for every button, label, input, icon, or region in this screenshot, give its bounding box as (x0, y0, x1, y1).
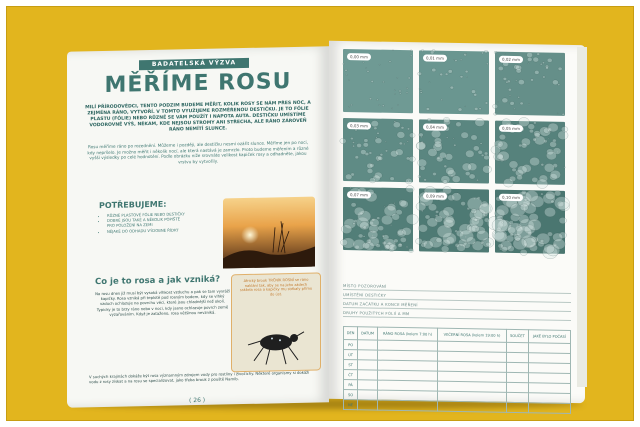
day-cell: SO (344, 390, 358, 400)
table-cell[interactable] (528, 403, 570, 414)
dew-explanation-paragraph: Na rosu dnes již musí být vysoká vlhkost vzduchu a pak se tam vysráží kapičky. Rosa vzniká při teplotě pod rosným bodem, kdy se vlhký vzduch ochlazuje na povrchu věcí, které jsou chladnější než okolí. Typicky je to brzy ráno nebo v noci, kdy jasno ochlazuje povrch země vyzařováním. Když je zataženo, rosa většinou nevzniká. (95, 288, 230, 317)
beetle-icon (232, 273, 320, 371)
open-book (67, 37, 587, 409)
drop-sample (495, 190, 565, 254)
drop-sample (343, 118, 413, 182)
table-header: RÁNO ROSA (kolem 7:00 h) (378, 327, 438, 341)
day-cell: ČT (344, 370, 358, 380)
table-cell[interactable] (506, 392, 528, 402)
needs-item: • NĚJAKÉ DO ODHADU VÝDOBNÉ ŘÍDKÝ (107, 227, 189, 234)
drop-sample (343, 49, 413, 113)
drop-label: 0,02 mm (499, 56, 523, 63)
page-edge (577, 47, 587, 387)
drop-label: 0,07 mm (347, 191, 371, 198)
table-cell[interactable] (506, 352, 528, 362)
table-cell[interactable] (506, 402, 528, 412)
needs-heading: POTŘEBUJEME: (99, 199, 167, 211)
drop-sample (343, 187, 413, 251)
form-label: DATUM ZAČÁTKU A KONCE MĚŘENÍ (343, 301, 418, 308)
measurement-form (343, 283, 571, 407)
form-label: MÍSTO POZOROVÁNÍ (343, 283, 387, 289)
dew-log-table (343, 326, 571, 414)
table-cell[interactable] (506, 342, 528, 352)
needs-box (99, 199, 189, 234)
drop-sample (495, 121, 565, 185)
drop-sample (419, 50, 489, 114)
day-cell: NE (344, 400, 358, 410)
drop-sample (495, 52, 565, 116)
day-cell: ST (344, 360, 358, 370)
day-cell: PÁ (344, 380, 358, 390)
drop-sample (419, 188, 489, 252)
table-cell[interactable] (358, 350, 378, 360)
needs-item: • DOBRÉ JSOU TAKÉ A NĚKOLIK POPIŠTĚ PRO POLOŽENÍ NA ZEMI (107, 216, 189, 228)
page-number: ( 26 ) (189, 396, 206, 405)
desert-paragraph: V suchých krajinách dokáže být rosa významným zdrojem vody pro rostliny i živočichy. Některé organismy si dokáží vodu z rosy získat a na rosu se specializovat, jako třeba brouk z pouště Namib. (89, 369, 310, 385)
table-header: VEČERNÍ ROSA (kolem 19:00 h) (438, 328, 507, 342)
beetle-illustration-box (231, 272, 321, 372)
table-cell[interactable] (358, 370, 378, 380)
drop-label: 0,00 mm (347, 53, 371, 60)
drop-label: 0,04 mm (423, 123, 447, 130)
form-label: DRUHY POUŽITÝCH FÓLIÍ A MM (343, 310, 410, 317)
table-header: DATUM (358, 327, 378, 340)
table-cell[interactable] (358, 360, 378, 370)
table-cell[interactable] (506, 362, 528, 372)
table-header: DEN (344, 327, 358, 340)
drop-label: 0,01 mm (423, 54, 447, 61)
table-cell[interactable] (358, 380, 378, 390)
table-cell[interactable] (358, 340, 378, 350)
page-title: MĚŘÍME ROSU (104, 69, 292, 98)
table-cell[interactable] (358, 390, 378, 400)
yellow-background (6, 6, 634, 421)
form-label: UMÍSTĚNÍ DESTIČKY (343, 292, 387, 298)
dew-grass-photo (223, 197, 315, 269)
drop-sample (419, 119, 489, 183)
drop-label: 0,03 mm (347, 122, 371, 129)
right-page (329, 41, 585, 407)
grass-silhouette (223, 197, 315, 269)
table-cell[interactable] (438, 401, 507, 412)
beetle-caption: Africký brouk TRČNÍK ROSNÍ se ráno naklání tak, aby se na jeho zádech srážela rosa a kapičky mu stékaly přímo do úst. (239, 277, 313, 297)
table-cell[interactable] (506, 372, 528, 382)
section-question-heading: Co je to rosa a jak vzniká? (95, 274, 221, 288)
challenge-badge: BADATELSKÁ VÝZVA (139, 58, 249, 70)
left-page (67, 46, 329, 407)
table-cell[interactable] (506, 382, 528, 392)
drop-label: 0,09 mm (423, 192, 447, 199)
drop-label: 0,05 mm (499, 125, 523, 132)
table-cell[interactable] (378, 400, 438, 411)
table-header: SOUČET (506, 329, 528, 342)
drop-label: 0,10 mm (499, 194, 523, 201)
table-header: JAKÉ BYLO POČASÍ (528, 330, 570, 344)
intro-paragraph: MILÍ PŘÍRODOVĚDCI, TENTO PODZIM BUDEME MĚŘIT, KOLIK ROSY SE NÁM PŘES NOC, A ZEJMÉNA RÁNO, VYTVOŘÍ. V TOMTO VYUŽIJEME ROZMĚŘENOU DESTIČKU. JE TO FÓLIE PLASTU (FÓLIE) NEBO RŮZNĚ SE VÁM POUŽÍT I NAPOTA AUTA. DESTIČKU UMÍSTÍME VODOROVNĚ VÝŠ, NĚKAM, KDE NEJSOU STROMY ANI STŘECHA, ALE RÁNO ZÁROVEŇ RÁNO NEMÍTÍ SLUNCE. (85, 100, 311, 133)
table-cell[interactable] (358, 400, 378, 410)
dew-drop-grid (343, 49, 567, 201)
form-line[interactable] (343, 316, 571, 321)
day-cell: ÚT (344, 350, 358, 360)
instructions-paragraph: Rosu měříme ráno po rozednění. Můžeme i později, ale destičku nesmí ozářit slunce. Měříme jen po noci, kdy nepršelo. Je možno měřit i několik nocí, ale která nastává je zamrzlo. Proto budeme měřením a různé vyšší výsledky po celé hodnotění. Podle obrázku níže srovnáte velikost kapiček rosy a odhadněte, jakou vrstvu by vytvořily. (87, 139, 309, 165)
day-cell: PO (344, 340, 358, 350)
needs-item: • RŮZNÉ PLASTOVÉ FÓLIE NEBO DESTIČKY (107, 211, 189, 218)
